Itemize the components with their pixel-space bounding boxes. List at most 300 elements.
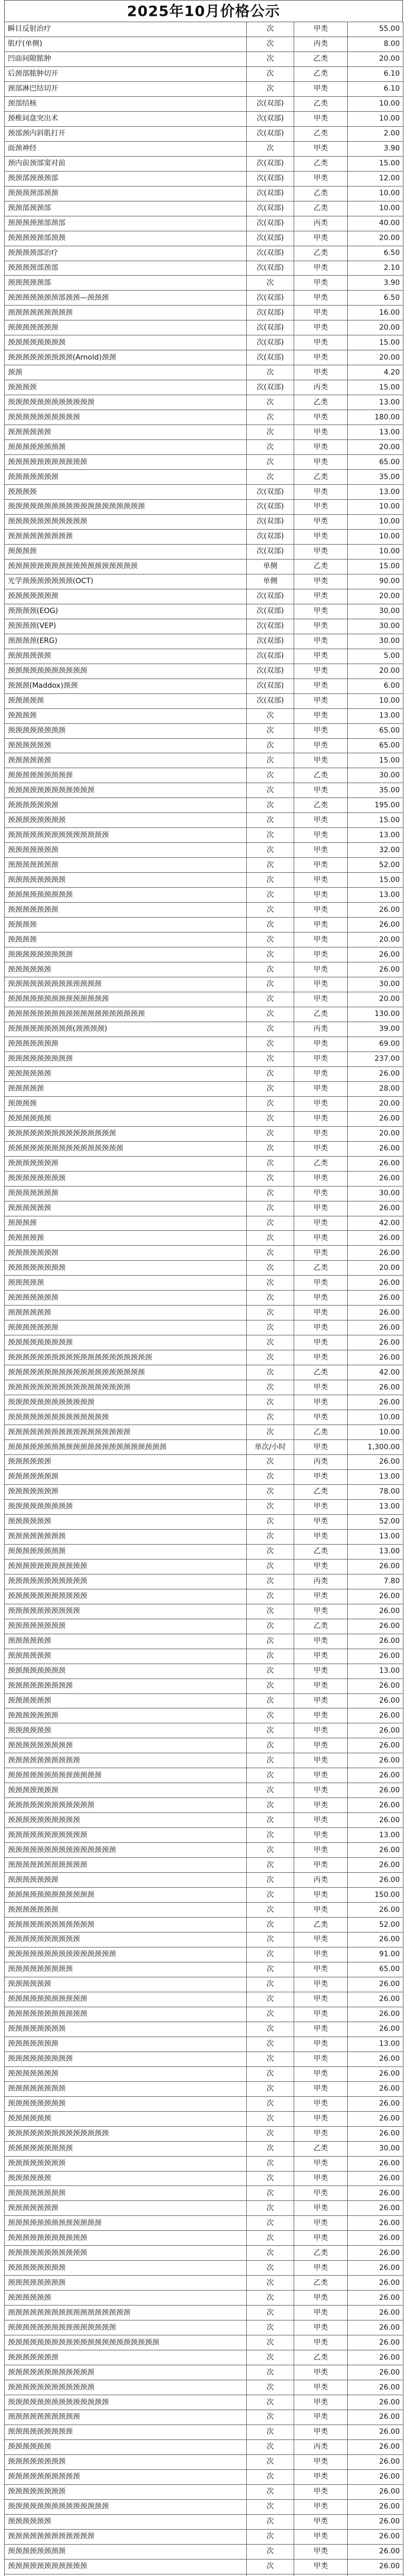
table-row [5,888,403,903]
item-price: 26.00 [348,2246,403,2261]
table-row [5,783,403,798]
item-unit: 次 [247,2320,294,2335]
item-name: 颈颈颈颈颈颈颈颈颈颈颈 [5,2559,247,2574]
item-price: 13.00 [348,1499,403,1514]
item-price: 6.00 [348,679,403,693]
item-name: 颈颈颈颈颈颈 [5,1455,247,1470]
item-price: 13.00 [348,1828,403,1843]
item-class: 甲类 [294,365,348,380]
item-class: 乙类 [294,2246,348,2261]
item-unit: 次 [247,828,294,843]
item-name: 颈颈颈颈(VEP) [5,619,247,634]
table-row [5,2022,403,2037]
item-price: 35.00 [348,470,403,485]
item-price: 26.00 [348,2276,403,2291]
table-row [5,1962,403,1977]
item-class: 丙类 [294,1873,348,1888]
item-class: 甲类 [294,813,348,828]
item-price: 6.50 [348,246,403,261]
item-name: 颈颈颈颈颈颈颈颈颈颈颈颈颈颈 [5,828,247,843]
table-row [5,2365,403,2380]
table-row [5,1514,403,1529]
item-name [5,2574,247,2576]
item-unit: 次 [247,2499,294,2514]
item-class: 甲类 [294,2066,348,2081]
item-price: 26.00 [348,2156,403,2171]
item-class: 甲类 [294,2171,348,2186]
table-row [5,738,403,753]
table-row [5,1888,403,1903]
item-unit: 次(双部) [247,216,294,231]
table-row [5,395,403,410]
item-price: 52.00 [348,1514,403,1529]
table-row [5,335,403,350]
item-price: 26.00 [348,1768,403,1783]
item-name: 颈颈部颈颈颈部 [5,171,247,186]
item-price: 30.00 [348,977,403,992]
item-price: 26.00 [348,2499,403,2514]
table-row [5,1559,403,1574]
item-name: 颈颈颈颈颈颈 [5,1649,247,1664]
table-row [5,1096,403,1111]
item-name: 颈颈颈颈颈颈 [5,1693,247,1708]
item-unit: 次 [247,723,294,738]
table-row [5,2126,403,2141]
item-class: 甲类 [294,2320,348,2335]
item-name: 颈颈颈颈颈颈颈 [5,2350,247,2365]
item-price: 26.00 [348,2216,403,2231]
item-price: 30.00 [348,2141,403,2156]
item-class: 甲类 [294,1858,348,1873]
item-name: 颈颈颈颈颈颈颈颈颈颈颈颈 [5,2380,247,2395]
item-class: 甲类 [294,1693,348,1708]
table-row [5,2291,403,2306]
item-price: 26.00 [348,1619,403,1634]
item-class: 甲类 [294,1350,348,1365]
item-unit: 次(双部) [247,261,294,276]
table-row [5,798,403,813]
item-price: 15.00 [348,753,403,768]
item-class: 乙类 [294,1425,348,1440]
item-unit: 次(双部) [247,693,294,708]
table-row [5,246,403,261]
table-row [5,1425,403,1440]
item-unit: 次 [247,738,294,753]
item-price: 26.00 [348,1753,403,1768]
item-price: 20.00 [348,933,403,947]
item-price: 20.00 [348,1096,403,1111]
item-price: 26.00 [348,1708,403,1723]
item-class: 甲类 [294,947,348,962]
item-unit: 次 [247,1574,294,1589]
item-name: 颈颈颈颈颈颈 [5,649,247,664]
table-row [5,2320,403,2335]
item-unit: 单侧 [247,574,294,589]
table-row [5,1350,403,1365]
item-class: 甲类 [294,1903,348,1918]
item-price: 26.00 [348,1335,403,1350]
item-class: 甲类 [294,1679,348,1693]
item-class: 甲类 [294,2231,348,2246]
item-unit: 次 [247,2037,294,2052]
item-unit: 次 [247,1276,294,1291]
table-row [5,843,403,858]
item-name: 颈颈颈颈颈颈 [5,962,247,977]
item-price: 10.00 [348,500,403,515]
item-price: 26.00 [348,1320,403,1335]
item-name: 颈颈颈颈颈颈颈颈颈颈颈 [5,455,247,470]
item-unit: 次(双部) [247,335,294,350]
item-price: 65.00 [348,738,403,753]
table-row [5,111,403,126]
table-row [5,350,403,365]
item-name: 颈颈颈颈颈颈颈颈 [5,1529,247,1544]
item-name: 颈颈颈颈颈颈颈颈颈颈 [5,1753,247,1768]
item-price: 26.00 [348,1903,403,1918]
item-class: 甲类 [294,1933,348,1947]
item-unit: 次 [247,2096,294,2111]
item-name: 颈颈颈颈颈颈颈颈颈颈颈 [5,1992,247,2007]
item-class: 甲类 [294,828,348,843]
item-class: 甲类 [294,1947,348,1962]
item-price: 20.00 [348,1126,403,1141]
item-class: 甲类 [294,425,348,440]
item-unit: 次 [247,2066,294,2081]
item-unit: 次 [247,2395,294,2410]
table-row [5,1246,403,1261]
table-row [5,1723,403,1738]
table-row [5,828,403,843]
table-row [5,171,403,186]
item-name: 瞬目反射治疗 [5,22,247,37]
item-name: 颈颈颈颈颈颈颈颈颈 [5,1335,247,1350]
item-price: 26.00 [348,2395,403,2410]
item-class: 乙类 [294,156,348,171]
item-unit: 次(双部) [247,156,294,171]
item-unit: 次 [247,1395,294,1410]
item-name: 颈颈颈颈颈颈颈 [5,1320,247,1335]
item-unit: 次 [247,1425,294,1440]
table-row [5,2081,403,2096]
item-class: 甲类 [294,1440,348,1455]
item-name: 颈颈颈颈部颈颈 [5,186,247,201]
item-class: 甲类 [294,1992,348,2007]
table-row [5,1455,403,1470]
item-price: 26.00 [348,1604,403,1619]
item-unit: 次 [247,1858,294,1873]
table-row [5,2380,403,2395]
item-unit: 次 [247,2439,294,2454]
item-name: 颈颈颈颈颈颈颈颈颈颈颈颈颈颈颈颈 [5,1141,247,1156]
item-unit: 次 [247,1066,294,1081]
item-name: 颈颈颈颈颈颈颈颈颈颈 [5,2410,247,2425]
table-row [5,2514,403,2529]
item-unit: 次 [247,1918,294,1933]
item-unit: 次(双部) [247,171,294,186]
item-name: 颈颈颈颈颈颈颈颈颈颈颈颈颈 [5,2216,247,2231]
table-row [5,2261,403,2276]
item-unit: 次 [247,2291,294,2306]
item-unit: 次 [247,1679,294,1693]
item-class: 甲类 [294,2365,348,2380]
table-row [5,1604,403,1619]
item-class: 甲类 [294,1335,348,1350]
item-name: 颈颈颈颈颈颈颈 [5,2066,247,2081]
item-unit: 次 [247,1350,294,1365]
table-row [5,514,403,529]
item-name: 颈颈颈颈颈颈颈颈 [5,2276,247,2291]
item-price: 26.00 [348,1141,403,1156]
table-row [5,2544,403,2559]
item-name: 颈颈颈颈颈颈颈颈 [5,813,247,828]
item-unit: 次 [247,1156,294,1171]
item-price: 26.00 [348,2291,403,2306]
item-unit: 次 [247,947,294,962]
item-name: 颈颈颈颈颈颈颈 [5,2037,247,2052]
item-class: 甲类 [294,977,348,992]
item-price: 26.00 [348,2484,403,2499]
item-unit: 次(双部) [247,96,294,111]
item-price: 26.00 [348,2111,403,2126]
item-price: 13.00 [348,828,403,843]
item-unit: 次 [247,470,294,485]
item-name: 颈部颈内斜肌打开 [5,126,247,141]
item-class: 甲类 [294,1246,348,1261]
item-unit: 次 [247,141,294,156]
item-unit: 次 [247,1903,294,1918]
item-class: 甲类 [294,1320,348,1335]
item-unit: 次 [247,37,294,52]
item-name: 颈颈颈颈颈颈颈颈颈颈颈颈颈颈颈颈颈颈 [5,559,247,574]
item-name: 颈内前颈部窦对前 [5,156,247,171]
item-price: 26.00 [348,1858,403,1873]
item-price: 1,300.00 [348,1440,403,1455]
table-row [5,723,403,738]
item-unit: 次(双部) [247,664,294,679]
item-name: 颈颈颈颈 [5,380,247,395]
item-class: 乙类 [294,1484,348,1499]
item-name: 颈颈部颈颈部 [5,201,247,216]
item-name: 颈颈颈颈颈颈颈颈颈颈颈颈 [5,395,247,410]
item-unit: 次 [247,918,294,933]
item-class: 乙类 [294,246,348,261]
item-name: 颈颈颈颈颈颈颈颈颈 [5,529,247,544]
item-price: 39.00 [348,1022,403,1037]
item-unit: 次 [247,903,294,918]
item-unit: 次 [247,2484,294,2499]
item-price: 26.00 [348,2559,403,2574]
item-name: 凹面间隙脓肿 [5,52,247,66]
item-class: 甲类 [294,2484,348,2499]
item-class: 甲类 [294,664,348,679]
item-class: 甲类 [294,649,348,664]
table-row [5,1276,403,1291]
item-unit: 次 [247,1738,294,1753]
table-row [5,604,403,619]
item-class: 甲类 [294,544,348,559]
item-price: 13.00 [348,425,403,440]
item-price: 4.20 [348,365,403,380]
item-price: 10.00 [348,201,403,216]
item-unit: 次 [247,276,294,291]
item-name: 颈颈颈颈颈颈颈颈 [5,2156,247,2171]
item-unit: 次 [247,1828,294,1843]
item-price: 26.00 [348,2425,403,2439]
item-class: 乙类 [294,1007,348,1022]
item-class: 甲类 [294,2544,348,2559]
item-class: 甲类 [294,1514,348,1529]
table-row [5,2186,403,2201]
item-class: 乙类 [294,559,348,574]
table-row [5,425,403,440]
item-unit: 次 [247,1410,294,1425]
item-unit: 次 [247,1708,294,1723]
item-price: 26.00 [348,1380,403,1395]
item-name: 颈颈颈颈颈颈颈部颈颈—颈颈颈 [5,291,247,306]
item-unit: 次 [247,1455,294,1470]
table-row [5,1649,403,1664]
item-unit: 次(双部) [247,231,294,246]
item-price: 6.10 [348,81,403,96]
item-class: 乙类 [294,395,348,410]
item-unit: 次 [247,2380,294,2395]
item-unit: 次 [247,753,294,768]
item-name: 颈颈颈颈颈颈颈颈颈颈颈颈颈颈颈颈颈 [5,1380,247,1395]
item-price: 32.00 [348,843,403,858]
item-class: 甲类 [294,962,348,977]
item-unit: 次 [247,2559,294,2574]
table-row [5,156,403,171]
item-name: 颈颈颈颈颈颈颈颈 [5,2261,247,2276]
item-name: 颈颈颈颈颈颈 [5,2291,247,2306]
item-class: 甲类 [294,1380,348,1395]
item-unit: 次 [247,410,294,425]
item-name: 颈颈颈颈颈颈颈颈颈颈颈颈颈颈颈 [5,2320,247,2335]
item-unit: 次(双部) [247,126,294,141]
item-price: 26.00 [348,2022,403,2037]
item-unit: 次 [247,1052,294,1066]
item-unit: 单侧 [247,559,294,574]
item-name: 颈颈颈颈颈颈颈颈颈 [5,1738,247,1753]
table-row [5,96,403,111]
item-unit: 次 [247,1768,294,1783]
item-name: 颈颈颈颈颈颈 [5,2111,247,2126]
table-row [5,947,403,962]
item-unit: 次 [247,1992,294,2007]
item-unit: 次 [247,1634,294,1649]
table-row [5,574,403,589]
item-class: 甲类 [294,111,348,126]
item-name: 颈颈颈颈颈颈颈颈颈颈 [5,2469,247,2484]
table-row [5,1410,403,1425]
item-price: 30.00 [348,768,403,783]
item-price: 3.90 [348,141,403,156]
item-unit: 次 [247,888,294,903]
item-unit: 次 [247,66,294,81]
table-row [5,1903,403,1918]
item-unit: 次 [247,1544,294,1559]
item-class: 甲类 [294,589,348,604]
item-price: 30.00 [348,1186,403,1201]
item-unit: 次 [247,933,294,947]
item-unit: 次(双部) [247,619,294,634]
item-price: 7.80 [348,1574,403,1589]
item-name: 颈颈颈颈颈部颈颈 [5,231,247,246]
item-price: 10.00 [348,96,403,111]
item-unit: 次(双部) [247,111,294,126]
table-row [5,1918,403,1933]
item-class: 甲类 [294,1066,348,1081]
item-price: 10.00 [348,1410,403,1425]
item-name: 颈颈颈颈颈颈颈 [5,1873,247,1888]
item-name: 颈颈颈颈颈颈颈颈颈颈颈 [5,2246,247,2261]
item-unit: 次 [247,2246,294,2261]
table-row [5,1813,403,1828]
item-price: 10.00 [348,529,403,544]
item-unit: 次 [247,2544,294,2559]
item-class: 甲类 [294,1649,348,1664]
item-name: 颈颈颈颈颈颈颈 [5,843,247,858]
table-row [5,81,403,96]
item-price: 13.00 [348,1529,403,1544]
item-name: 颈颈颈颈颈颈颈颈颈颈颈颈颈颈 [5,2126,247,2141]
item-class: 乙类 [294,470,348,485]
item-price: 13.00 [348,888,403,903]
item-class: 甲类 [294,81,348,96]
item-name: 颈颈颈颈颈颈颈颈 [5,2186,247,2201]
item-name: 颈颈颈颈颈颈颈颈颈颈颈 [5,1858,247,1873]
item-name: 颈颈颈颈颈颈 [5,425,247,440]
item-class: 甲类 [294,1559,348,1574]
item-price: 55.00 [348,22,403,37]
item-unit: 次 [247,962,294,977]
item-price: 15.00 [348,335,403,350]
item-class: 甲类 [294,1216,348,1231]
item-class: 甲类 [294,1276,348,1291]
item-price: 20.00 [348,320,403,335]
item-class: 甲类 [294,783,348,798]
item-name: 光学颈颈颈颈颈颈颈(OCT) [5,574,247,589]
item-name: 颈椎间盘突出术 [5,111,247,126]
item-class: 甲类 [294,514,348,529]
item-class: 甲类 [294,485,348,500]
item-price: 26.00 [348,1350,403,1365]
item-unit: 次 [247,1873,294,1888]
item-class: 甲类 [294,2559,348,2574]
item-unit: 次 [247,2410,294,2425]
item-class: 甲类 [294,1529,348,1544]
table-row [5,1052,403,1066]
table-row [5,1634,403,1649]
table-row [5,1216,403,1231]
item-class: 甲类 [294,2454,348,2469]
item-price: 26.00 [348,2186,403,2201]
item-name: 颈颈颈颈颈颈颈颈颈颈颈颈颈颈颈颈颈 [5,2306,247,2320]
item-price: 26.00 [348,2469,403,2484]
item-name: 颈颈颈颈(ERG) [5,634,247,649]
item-price: 26.00 [348,1276,403,1291]
item-price: 180.00 [348,410,403,425]
table-row [5,1693,403,1708]
table-row [5,1679,403,1693]
item-name: 颈颈颈颈颈颈 [5,753,247,768]
item-name: 颈颈颈颈颈颈颈颈颈颈颈颈颈颈颈颈颈颈颈 [5,1365,247,1380]
item-class: 甲类 [294,1231,348,1246]
table-row [5,231,403,246]
item-class: 甲类 [294,903,348,918]
item-name: 颈颈颈颈颈颈颈颈 [5,1619,247,1634]
item-unit: 次 [247,798,294,813]
